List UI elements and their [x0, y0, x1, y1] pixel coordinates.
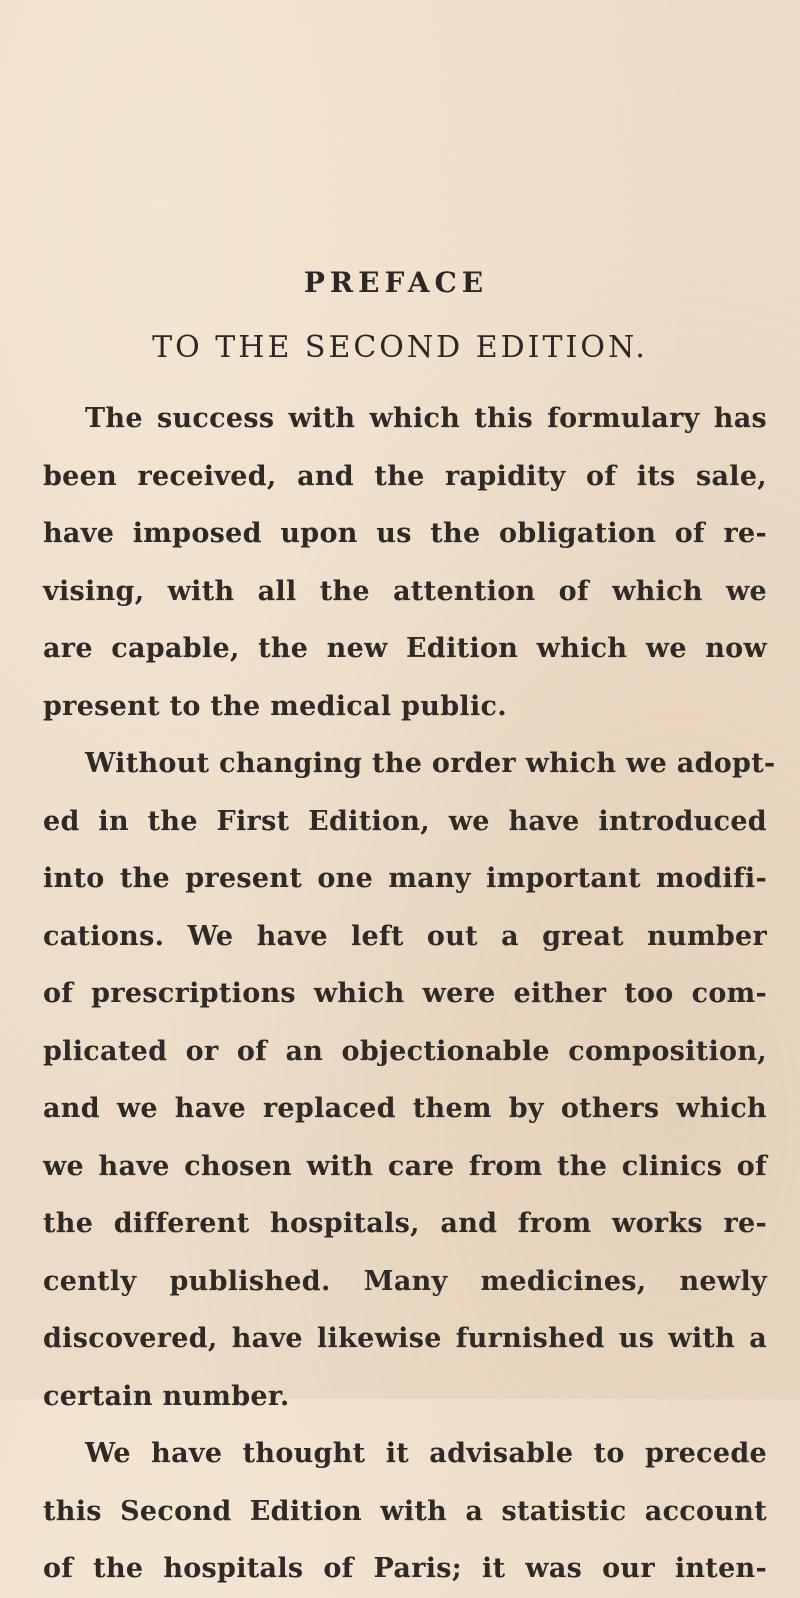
text-line: plicated or of an objectionable composition,: [43, 1035, 767, 1067]
text-line: certain number.: [43, 1380, 290, 1412]
text-line: discovered, have likewise furnished us with a: [43, 1323, 767, 1354]
preface-subtitle: TO THE SECOND EDITION.: [152, 330, 648, 365]
text-line: cations. We have left out a great number: [43, 920, 767, 952]
text-line: we have chosen with care from the clinics of: [43, 1150, 767, 1182]
text-line: of prescriptions which were either too com-: [43, 978, 767, 1009]
text-line: been received, and the rapidity of its sale,: [43, 460, 767, 492]
text-line: are capable, the new Edition which we now: [43, 633, 767, 664]
text-line: of the hospitals of Paris; it was our inten-: [43, 1553, 767, 1584]
text-line: We have thought it advisable to precede: [85, 1438, 767, 1469]
text-line: Without changing the order which we adopt-: [85, 748, 776, 779]
text-line: ed in the First Edition, we have introduced: [43, 805, 767, 837]
preface-title: PREFACE: [303, 266, 489, 299]
text-line: have imposed upon us the obligation of re-: [43, 518, 767, 549]
text-line: The success with which this formulary has: [85, 403, 767, 434]
text-line: vising, with all the attention of which we: [43, 575, 767, 607]
text-line: present to the medical public.: [43, 690, 507, 722]
text-line: and we have replaced them by others which: [43, 1093, 767, 1124]
text-line: cently published. Many medicines, newly: [43, 1265, 767, 1297]
text-line: the different hospitals, and from works re-: [43, 1208, 767, 1239]
text-line: this Second Edition with a statistic account: [43, 1495, 767, 1527]
body-text: [43, 390, 776, 1598]
text-line: into the present one many important modifi-: [43, 863, 767, 894]
